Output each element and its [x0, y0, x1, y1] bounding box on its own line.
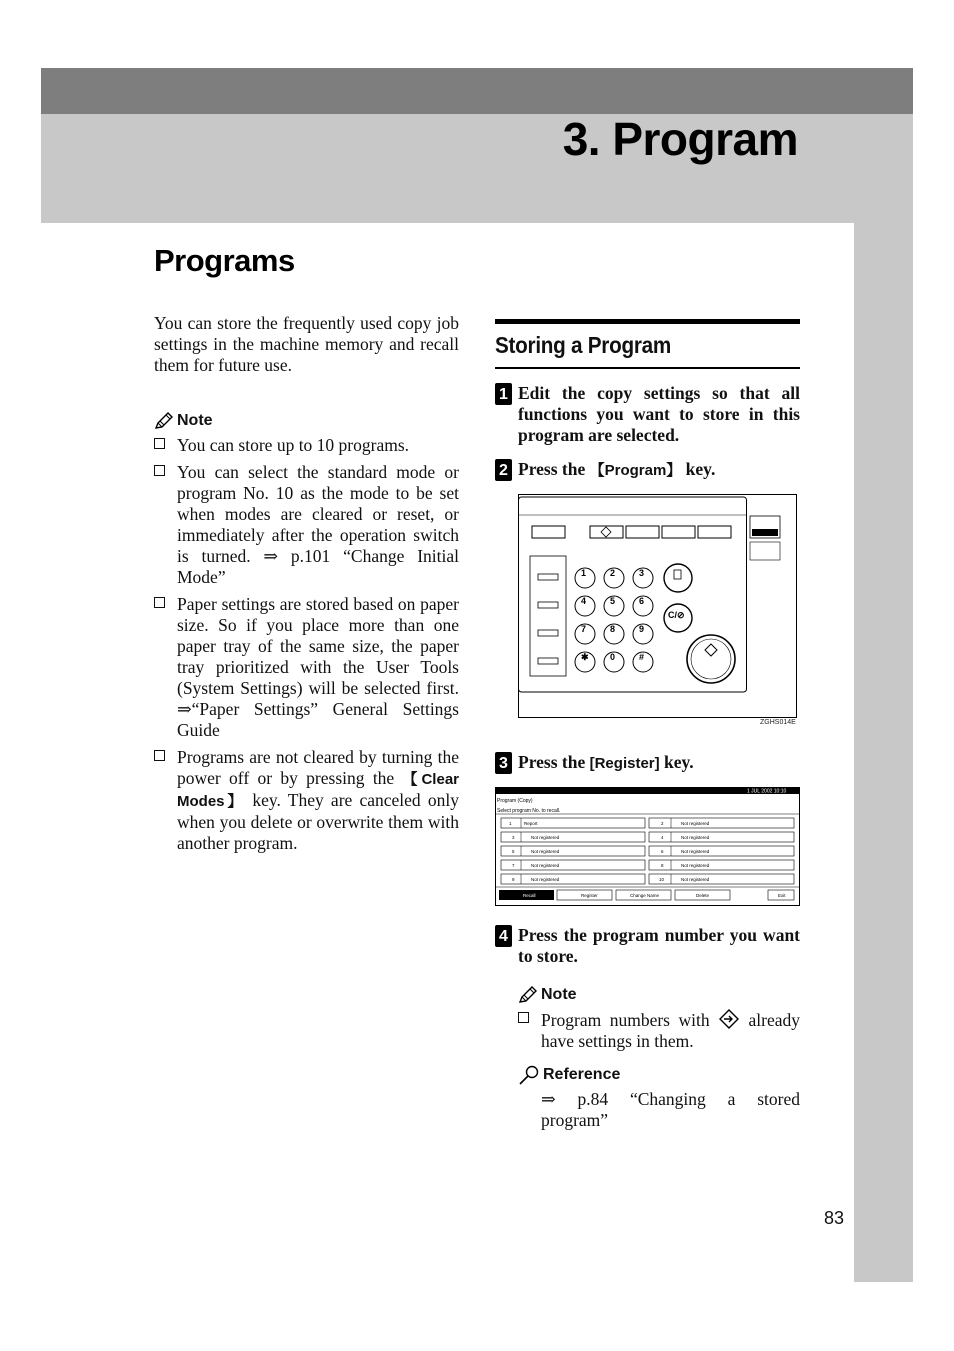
note-list [518, 1009, 800, 1052]
note-heading-text: Note [541, 986, 577, 1003]
program-slot-name: Not registered [681, 877, 710, 882]
clear-modes-key-label: 【Clear Modes】 [177, 771, 459, 810]
program-slot-name: Not registered [681, 821, 710, 826]
subsection-heading [495, 319, 800, 369]
program-slot [501, 874, 645, 884]
checkbox-icon [154, 438, 165, 449]
right-note [518, 984, 800, 1058]
program-slot-name: Not registered [531, 877, 560, 882]
program-stored-icon [718, 1009, 740, 1029]
numeric-key-label: 8 [610, 624, 616, 634]
delete-button-label: Delete [696, 893, 710, 898]
left-note [154, 410, 459, 860]
change-name-button-label: Change Name [630, 893, 660, 898]
program-slot-name: Not registered [681, 863, 710, 868]
note-item [154, 462, 459, 588]
note-list [154, 435, 459, 854]
numeric-key-label: 1 [581, 568, 587, 578]
numeric-key-label: 6 [639, 596, 645, 606]
page-number: 83 [824, 1208, 845, 1228]
note-item [154, 747, 459, 854]
program-slot [501, 860, 645, 870]
note-item-text: key. They are canceled only when you delete or overwrite them with another program. [177, 790, 459, 853]
program-slot-name: Not registered [681, 849, 710, 854]
step-text: Edit the copy settings so that all functions you want to store in this program are selected. [518, 383, 800, 445]
program-slot [501, 846, 645, 856]
mode-key [538, 630, 558, 636]
note-item-text: Program numbers with [541, 1010, 710, 1030]
step-4 [495, 925, 800, 967]
program-slot-number: 9 [512, 877, 515, 882]
note-item-text: Programs are not cleared by turning the power off or by pressing the [177, 747, 459, 788]
numeric-key-label: 9 [639, 624, 645, 634]
program-slot-name: Not registered [681, 835, 710, 840]
screen-clock: 1 JUL 2002 10:10 [747, 788, 787, 795]
step-text: Press the program number you want to store. [518, 925, 800, 966]
side-tab-bar [854, 223, 913, 1282]
step-number: 1 [495, 383, 512, 405]
program-slot-number: 3 [512, 835, 515, 840]
note-item-text: Paper settings are stored based on paper size. So if you place more than one paper tray of the same size, the paper tray prioritized with the User Tools (System Settings) will be selected first. ⇒“Paper Settings” General Settings Guide [177, 594, 459, 740]
screen-mode: Program (Copy) [497, 798, 533, 804]
panel-button-clock [532, 526, 565, 538]
program-slot-name: Not registered [531, 849, 560, 854]
pencil-icon [518, 986, 538, 1004]
panel-button-4 [698, 526, 731, 538]
note-item-text: You can store up to 10 programs. [177, 435, 410, 455]
magnifier-icon [518, 1065, 540, 1085]
mode-key [538, 602, 558, 608]
program-slot-name: Not registered [531, 863, 560, 868]
program-slot-number: 8 [661, 863, 664, 868]
program-slot-number: 10 [659, 877, 665, 882]
section-title: Programs [154, 243, 295, 278]
power-indicator-light [752, 529, 778, 536]
checkbox-icon [154, 597, 165, 608]
panel-button-2 [626, 526, 659, 538]
note-item-text: You can select the standard mode or program No. 10 as the mode to be set when modes are cleared or reset, or immediately after the operation switch is turned. ⇒ p.101 “Change Initial Mode” [177, 462, 459, 587]
header-band-top [41, 68, 913, 114]
recall-button-label: Recall [523, 893, 536, 898]
step-text-part: key. [659, 752, 694, 772]
note-heading [154, 410, 459, 431]
note-item [154, 435, 459, 456]
numeric-key-label: 3 [639, 568, 645, 578]
step-2 [495, 459, 800, 481]
program-key-label: 【Program】 [589, 462, 682, 479]
pencil-icon [154, 412, 174, 430]
note-item [518, 1009, 800, 1052]
start-key [687, 635, 735, 683]
step-text-part: Press the [518, 752, 590, 772]
note-heading-text: Note [177, 412, 213, 429]
numeric-key-label: 2 [610, 568, 616, 578]
program-slot-name: Report [524, 821, 538, 826]
checkbox-icon [154, 750, 165, 761]
subsection-title: Storing a Program [495, 332, 671, 358]
note-item [154, 594, 459, 741]
checkbox-icon [518, 1012, 529, 1023]
program-slot-number: 4 [661, 835, 664, 840]
panel-display [750, 542, 780, 560]
numeric-key-label: 7 [581, 624, 587, 634]
program-slot [501, 832, 645, 842]
numeric-key-label: 0 [610, 652, 616, 662]
numeric-key-label: ✱ [581, 652, 589, 662]
reference-heading [518, 1064, 800, 1085]
mode-key [538, 658, 558, 664]
intro-paragraph: You can store the frequently used copy job settings in the machine memory and recall them for future use. [154, 313, 459, 375]
step-3 [495, 752, 800, 774]
step-text-part: Press the [518, 459, 590, 479]
reference-heading-text: Reference [543, 1066, 621, 1083]
figure-code: ZGHS014E [760, 719, 796, 726]
program-screen-figure [495, 787, 800, 906]
step-number: 2 [495, 459, 512, 481]
program-slot-number: 2 [661, 821, 664, 826]
note-item-text: already have settings in them. [541, 1010, 801, 1051]
program-slot-number: 7 [512, 863, 515, 868]
step-text [518, 752, 800, 774]
step-number: 4 [495, 925, 512, 947]
chapter-title: 3. Program [562, 113, 798, 165]
reference-block [518, 1064, 800, 1131]
step-text [518, 459, 800, 481]
program-slot [501, 818, 645, 828]
register-button-label: Register [581, 893, 598, 898]
step-1 [495, 383, 800, 446]
numeric-key-label: 5 [610, 596, 616, 606]
program-slot-number: 6 [661, 849, 664, 854]
note-heading [518, 984, 800, 1005]
interrupt-key [664, 564, 692, 592]
program-slot-name: Not registered [531, 835, 560, 840]
panel-button-3 [662, 526, 695, 538]
checkbox-icon [154, 465, 165, 476]
reference-text: ⇒ p.84 “Changing a stored program” [541, 1089, 800, 1130]
clear-stop-key-label: C/⊘ [668, 610, 685, 620]
numeric-key-label: 4 [581, 596, 587, 606]
register-key-label: [Register] [589, 755, 660, 772]
screen-prompt: Select program No. to recall. [497, 808, 561, 814]
step-text-part: key. [681, 459, 716, 479]
step-number: 3 [495, 752, 512, 774]
program-slot-number: 1 [509, 821, 512, 826]
program-slot-number: 5 [512, 849, 515, 854]
exit-button-label: Exit [778, 893, 786, 898]
mode-key [538, 574, 558, 580]
control-panel-figure [518, 494, 797, 718]
numeric-key-label: # [639, 652, 645, 662]
